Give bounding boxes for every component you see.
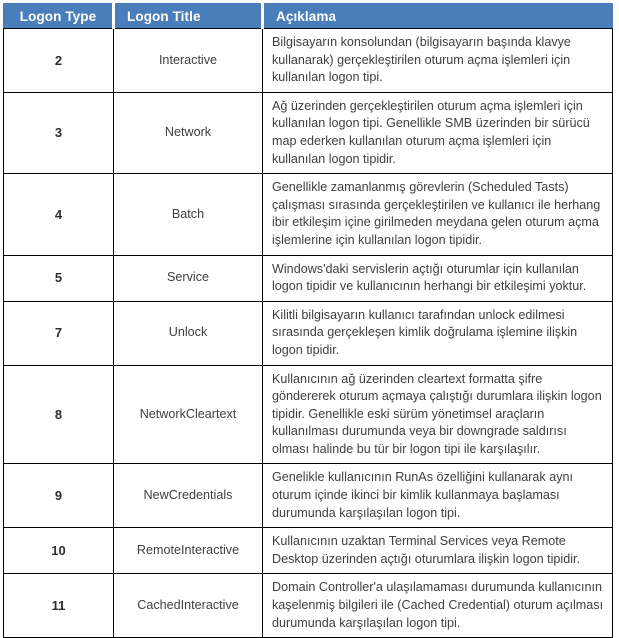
logon-types-table-container — [3, 3, 612, 638]
cell-aciklama: Windows'daki servislerin açtığı oturumlar için kullanılan logon tipidir ve kullanıcının herhangi bir etkileşimi yoktur. — [263, 255, 613, 301]
cell-aciklama: Ağ üzerinden gerçekleştirilen oturum açma işlemleri için kullanılan logon tipi. Genellikle SMB üzerinden bir sürücü map ederken kullanılan oturum açma işlemleri için kullanılan logon tipidir. — [263, 92, 613, 173]
cell-logon-title: RemoteInteractive — [114, 528, 263, 574]
cell-logon-type: 9 — [4, 464, 114, 528]
cell-aciklama: Genelikle kullanıcının RunAs özelliğini kullanarak aynı oturum içinde ikinci bir kimlik kullanmaya başlaması durumunda karşılaşılan logon tipi. — [263, 464, 613, 528]
cell-logon-type: 7 — [4, 301, 114, 365]
cell-logon-type: 11 — [4, 574, 114, 638]
table-row — [4, 174, 613, 255]
cell-logon-type: 2 — [4, 29, 114, 93]
table-row — [4, 365, 613, 464]
cell-logon-type: 8 — [4, 365, 114, 464]
table-header — [4, 4, 613, 29]
cell-logon-type: 4 — [4, 174, 114, 255]
column-header-aciklama: Açıklama — [263, 4, 613, 29]
cell-aciklama: Genellikle zamanlanmış görevlerin (Scheduled Tasts) çalışması sırasında gerçekleştirilen ve kullanıcı ile herhang ibir etkileşim içine girilmeden meydana gelen oturum açma işlemlerine için kullanılan logon tipidir. — [263, 174, 613, 255]
table-row — [4, 464, 613, 528]
cell-logon-title: Service — [114, 255, 263, 301]
cell-aciklama: Domain Controller'a ulaşılamaması durumunda kullanıcının kaşelenmiş bilgileri ile (Cached Credential) oturum açılması durumunda karşılaşılan logon tipi. — [263, 574, 613, 638]
cell-aciklama: Kullanıcının uzaktan Terminal Services veya Remote Desktop üzerinden açtığı oturumlara ilişkin logon tipidir. — [263, 528, 613, 574]
table-row — [4, 92, 613, 173]
cell-logon-title: CachedInteractive — [114, 574, 263, 638]
column-header-logon-title: Logon Title — [114, 4, 263, 29]
table-body — [4, 29, 613, 638]
table-row — [4, 29, 613, 93]
table-row — [4, 255, 613, 301]
cell-logon-type: 10 — [4, 528, 114, 574]
cell-logon-title: Network — [114, 92, 263, 173]
cell-logon-title: NetworkCleartext — [114, 365, 263, 464]
cell-aciklama: Bilgisayarın konsolundan (bilgisayarın başında klavye kullanarak) gerçekleştirilen oturum açma işlemleri için kullanılan logon tipi. — [263, 29, 613, 93]
table-row — [4, 528, 613, 574]
cell-logon-type: 3 — [4, 92, 114, 173]
cell-logon-title: Batch — [114, 174, 263, 255]
table-header-row — [4, 4, 613, 29]
cell-logon-title: NewCredentials — [114, 464, 263, 528]
cell-logon-title: Unlock — [114, 301, 263, 365]
table-row — [4, 574, 613, 638]
logon-types-table — [3, 3, 613, 638]
table-row — [4, 301, 613, 365]
cell-logon-type: 5 — [4, 255, 114, 301]
cell-aciklama: Kullanıcının ağ üzerinden cleartext formatta şifre göndererek oturum açmaya çalıştığı durumlara ilişkin logon tipidir. Genellikle eski sürüm yönetimsel araçların kullanılması durumunda veya bir downgrade saldırısı olması halinde bu tür bir logon tipi ile karşılaşılır. — [263, 365, 613, 464]
column-header-logon-type: Logon Type — [4, 4, 114, 29]
cell-aciklama: Kilitli bilgisayarın kullanıcı tarafından unlock edilmesi sırasında gerçekleşen kimlik doğrulama işlemine ilişkin logon tipidir. — [263, 301, 613, 365]
cell-logon-title: Interactive — [114, 29, 263, 93]
